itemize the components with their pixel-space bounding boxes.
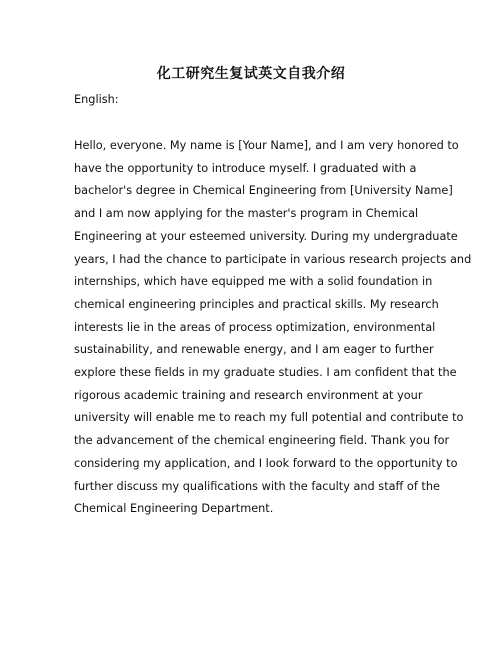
paragraph-line: rigorous academic training and research environment at your <box>74 388 423 402</box>
paragraph-line: university will enable me to reach my full potential and contribute to <box>74 411 464 425</box>
paragraph-line: interests lie in the areas of process optimization, environmental <box>74 320 436 334</box>
paragraph-line: Engineering at your esteemed university. During my undergraduate <box>74 229 458 243</box>
paragraph-line: bachelor's degree in Chemical Engineering from [University Name] <box>74 184 453 198</box>
paragraph-line: Chemical Engineering Department. <box>74 502 274 516</box>
document-title: 化工研究生复试英文自我介绍 <box>156 66 346 82</box>
paragraph-line: chemical engineering principles and practical skills. My research <box>74 297 439 311</box>
paragraph-line: the advancement of the chemical engineering field. Thank you for <box>74 434 450 448</box>
language-label: English: <box>74 93 119 106</box>
paragraph-line: sustainability, and renewable energy, and I am eager to further <box>74 343 434 357</box>
paragraph-line: considering my application, and I look forward to the opportunity to <box>74 456 458 470</box>
paragraph-line: years, I had the chance to participate in various research projects and <box>74 252 472 266</box>
paragraph-line: and I am now applying for the master's program in Chemical <box>74 207 419 221</box>
paragraph-line: have the opportunity to introduce myself. I graduated with a <box>74 161 417 175</box>
body-paragraph <box>74 135 472 521</box>
paragraph-line: internships, which have equipped me with a solid foundation in <box>74 275 433 289</box>
paragraph-line: Hello, everyone. My name is [Your Name], and I am very honored to <box>74 139 459 152</box>
paragraph-line: further discuss my qualifications with the faculty and staff of the <box>74 479 440 493</box>
paragraph-line: explore these fields in my graduate studies. I am confident that the <box>74 366 457 380</box>
